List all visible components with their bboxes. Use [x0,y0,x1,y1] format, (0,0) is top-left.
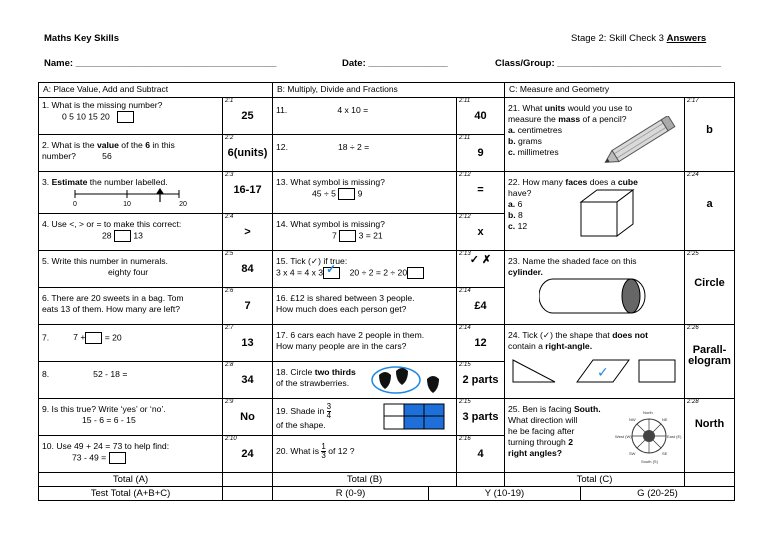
question-a5 [39,251,223,288]
skill-ref: 2:15 [459,362,471,368]
answer-value: 24 [241,448,254,460]
answer-value: 13 [241,337,254,349]
question-c22 [505,172,685,251]
answer-c23 [685,251,735,325]
answer-value: 12 [474,337,487,349]
number-line [42,188,212,208]
skill-ref: 2:28 [687,399,699,405]
question-text: measure the [508,114,559,124]
question-text: 52 - 18 = [93,369,128,379]
question-text: How many people are in the cars? [276,341,407,351]
answer-value: 6(units) [227,147,268,159]
denominator: 4 [326,411,332,420]
option-letter: c. [508,147,516,157]
stage-label [571,33,706,44]
fraction [327,403,331,420]
emphasis-text: value [96,140,119,150]
option-text: millimetres [515,147,559,157]
question-text: 18. Circle [276,367,315,377]
triangle-shape [513,360,555,382]
answer-value: 84 [241,263,254,275]
question-text: 22. How many [508,177,566,187]
answer-value: £4 [474,300,487,312]
answer-box[interactable] [114,230,131,242]
skill-ref: 2:12 [459,214,471,220]
tick-box-false[interactable] [407,267,424,279]
answer-value-line2: elogram [688,355,731,367]
skill-ref: 2:26 [687,325,699,331]
question-c21 [505,98,685,172]
strawberry-icon [396,368,408,385]
answer-value: b [706,124,713,136]
question-text: 10. Use 49 + 24 = 73 to help find: [42,441,170,451]
answer-value: a [706,198,713,210]
answer-box[interactable] [338,188,355,200]
answer-value: 4 [477,448,484,460]
answer-box[interactable] [117,111,134,123]
question-text: of the shape. [276,420,326,430]
shape-grid [383,403,445,431]
question-text: 16. £12 is shared between 3 people. [276,293,415,303]
question-text: in this [149,140,175,150]
answer-a6 [223,288,273,325]
question-text: 45 ÷ 5 [312,188,336,199]
question-text: 15 - 6 = 6 - 15 [82,415,136,425]
numerator: 1 [321,442,326,451]
compass-sw: SW [629,451,636,456]
total-a-value[interactable] [223,473,273,487]
compass-icon [615,403,685,469]
question-text: 19. Shade in [276,405,325,416]
skill-ref: 2:7 [225,325,234,331]
answer-a2 [223,135,273,172]
answer-value: ✓ ✗ [469,254,492,266]
section-a-heading: A: Place Value, Add and Subtract [39,83,273,98]
emphasis-text: two thirds [314,367,356,377]
question-text: of 12 ? [328,445,355,456]
circle-mark [372,367,420,393]
strawberries-image [371,365,451,397]
option-letter: b. [508,136,516,146]
question-text: 73 - 49 = [72,452,107,463]
question-text: = 20 [104,332,122,343]
answer-value: 2 parts [462,374,499,386]
compass-east: East (E) [667,434,682,439]
emphasis-text: units [544,103,566,113]
compass-ne: NE [662,417,668,422]
answer-value: > [244,226,251,238]
skill-ref: 2:2 [225,135,234,141]
skill-ref: 2:15 [459,399,471,405]
option-text: grams [515,136,542,146]
emphasis-text: faces [565,177,588,187]
option-text: 8 [515,210,523,220]
question-text: of a pencil? [580,114,627,124]
answer-c22 [685,172,735,251]
compass-north: North [643,410,653,415]
band-red: R (0-9) [273,487,429,501]
pencil-icon [601,116,683,164]
total-c-label: Total (C) [505,473,685,487]
question-text: 1. What is the missing number? [42,100,163,110]
question-c24 [505,325,685,399]
numerator: 3 [326,402,332,411]
question-text: right angles? [508,448,562,458]
answer-a10 [223,436,273,473]
answer-value: 3 parts [462,411,499,423]
emphasis-text: right-angle. [545,341,593,351]
compass-west: West (W) [615,434,632,439]
question-text: 4. Use <, > or = to make this correct: [42,219,182,229]
skill-ref: 2:4 [225,214,234,220]
class-field[interactable]: Class/Group: _______________________________ [495,58,722,69]
option-letter: b. [508,210,516,220]
question-b12 [273,135,457,172]
question-text: 4 x 10 = [337,105,369,115]
strawberry-icon [379,372,391,389]
section-b-heading: B: Multiply, Divide and Fractions [273,83,505,98]
total-c-value[interactable] [685,473,735,487]
question-text: 2. What is the [42,140,97,150]
answer-value: 9 [477,147,484,159]
emphasis-text: 6 [145,140,150,150]
total-a-label: Total (A) [39,473,223,487]
shapes-options [511,357,681,385]
name-field[interactable]: Name: ______________________________________ [44,58,277,69]
question-a9 [39,399,223,436]
question-text: 20. What is [276,445,320,456]
denominator: 3 [321,451,326,460]
skill-ref: 2:8 [225,362,234,368]
skill-ref: 2:14 [459,288,471,294]
question-text: number? 56 [42,151,112,161]
question-a4 [39,214,223,251]
question-a8 [39,362,223,399]
emphasis-text: South. [573,404,601,414]
band-green: G (20-25) [581,487,735,501]
question-text: 24. Tick (✓) the shape that [508,330,613,340]
compass-south: South (S) [641,459,658,464]
answer-box[interactable] [109,452,126,464]
answer-b15 [457,251,505,288]
tick-label-0: 0 [73,201,77,208]
question-text: 21. What [508,103,545,113]
question-text: 18 ÷ 2 = [337,142,370,152]
answer-value: 34 [241,374,254,386]
question-text: 3 = 21 [358,230,383,241]
question-text: 13. What symbol is missing? [276,177,385,187]
test-total-label: Test Total (A+B+C) [39,487,223,501]
question-text: 3. [42,177,52,187]
answer-c21 [685,98,735,172]
answer-value: 16-17 [233,184,262,196]
question-text: cylinder. [508,267,543,277]
question-text: What direction will [508,415,578,425]
question-text: eighty four [108,267,149,277]
section-c-heading: C: Measure and Geometry [505,83,735,98]
question-text: 3 x 4 = 4 x 3 [276,267,324,278]
answer-b12 [457,135,505,172]
question-text: turning through [508,437,569,447]
skill-ref: 2:14 [459,325,471,331]
skill-ref: 2:13 [459,251,471,257]
tick-box-true[interactable] [323,262,340,279]
emphasis-text: cube [617,177,638,187]
question-text: 5. Write this number in numerals. [42,256,168,266]
answer-b11 [457,98,505,135]
fraction [321,443,325,460]
question-a2 [39,135,223,172]
skill-ref: 2:11 [459,135,471,141]
answer-a4 [223,214,273,251]
skill-ref: 2:6 [225,288,234,294]
question-text: does a [587,177,618,187]
skill-ref: 2:9 [225,399,234,405]
answer-b19 [457,399,505,436]
question-text: 25. Ben is facing [508,404,574,414]
answer-b13 [457,172,505,214]
answer-value: Circle [694,277,725,289]
answer-b16 [457,288,505,325]
answer-value: North [694,418,725,430]
question-b16 [273,288,457,325]
emphasis-text: 2 [568,437,573,447]
question-number: 8. [42,369,50,379]
worksheet-title: Maths Key Skills [44,33,119,44]
answer-b18 [457,362,505,399]
question-text: 7 [332,230,337,241]
question-text: 28 [102,230,112,241]
emphasis-text: mass [558,114,581,124]
answer-value: = [477,184,484,196]
emphasis-text: does not [612,330,648,340]
question-text: he be facing after [508,426,575,436]
question-a6 [39,288,223,325]
total-b-label: Total (B) [273,473,457,487]
answer-b14 [457,214,505,251]
option-text: 12 [515,221,528,231]
question-a7 [39,325,223,362]
date-field[interactable]: Date: _______________ [342,58,448,69]
skill-ref: 2:5 [225,251,234,257]
answer-c25 [685,399,735,473]
answer-value-line1: Parall- [692,344,727,356]
question-c23 [505,251,685,325]
question-text: the number labelled. [87,177,168,187]
answer-a9 [223,399,273,436]
skill-ref: 2:10 [225,436,237,442]
answer-box[interactable] [85,332,102,344]
answer-b20 [457,436,505,473]
skill-ref: 2:12 [459,172,471,178]
question-a1 [39,98,223,135]
tick-icon: ✓ [326,262,337,276]
skill-ref: 2:24 [687,172,699,178]
question-text: How much does each person get? [276,304,407,314]
answer-value: No [240,411,255,423]
stage-text: Stage 2: Skill Check 3 [571,33,664,44]
answer-value: x [477,226,484,238]
question-a10 [39,436,223,473]
answers-label: Answers [666,33,707,44]
question-a3 [39,172,223,214]
question-text: 9. Is this true? Write ‘yes’ or ‘no’. [42,404,166,414]
answer-box[interactable] [339,230,356,242]
tick-label-20: 20 [179,201,187,208]
question-text: 13 [133,230,143,241]
question-b15 [273,251,457,288]
answer-b17 [457,325,505,362]
option-letter: a. [508,199,516,209]
question-text: 7 + [73,332,86,343]
question-text: 14. What symbol is missing? [276,219,385,229]
question-b11 [273,98,457,135]
compass-nw: NW [629,417,636,422]
question-text: contain a [508,341,546,351]
question-text: of the [118,140,146,150]
band-yellow: Y (10-19) [429,487,581,501]
option-letter: a. [508,125,516,135]
question-number: 11. [276,105,288,115]
skill-ref: 2:25 [687,251,699,257]
answer-value: 25 [241,110,254,122]
answer-a7 [223,325,273,362]
cylinder-icon [539,277,649,315]
skill-ref: 2:16 [459,436,471,442]
answer-a8 [223,362,273,399]
emphasis-text: Estimate [51,177,88,187]
question-b20 [273,436,457,473]
tick-label-10: 10 [123,201,131,208]
question-text: would you use to [565,103,633,113]
cube-icon [579,188,641,238]
skill-ref: 2:3 [225,172,234,178]
question-b17 [273,325,457,362]
question-text: 9 [357,188,363,199]
test-total-value[interactable] [223,487,273,501]
question-text: 20 ÷ 2 = 2 ÷ 20 [349,267,408,278]
question-text: 6. There are 20 sweets in a bag. Tom [42,293,184,303]
answer-value: 7 [244,300,251,312]
question-b19 [273,399,457,436]
skill-check-grid [38,82,734,501]
question-c25 [505,399,685,473]
tick-icon: ✓ [597,365,609,381]
option-letter: c. [508,221,516,231]
answer-a5 [223,251,273,288]
question-b18 [273,362,457,399]
answer-a1 [223,98,273,135]
rectangle-shape [639,360,675,382]
question-number: 7. [42,332,50,343]
question-text: 23. Name the shaded face on this [508,256,637,266]
question-text: eats 13 of them. How many are left? [42,304,181,314]
question-number: 12. [276,142,288,152]
answer-a3 [223,172,273,214]
question-b13 [273,172,457,214]
question-text: of the strawberries. [276,378,350,388]
question-text: 17. 6 cars each have 2 people in them. [276,330,425,340]
skill-ref: 2:17 [687,98,699,104]
strawberry-icon [427,376,439,393]
option-text: 6 [515,199,523,209]
compass-se: SE [662,451,668,456]
question-text: 15. Tick (✓) if true: [276,256,348,266]
number-sequence: 0 5 10 15 20 [62,111,110,122]
question-b14 [273,214,457,251]
answer-c24 [685,325,735,399]
answer-value: 40 [474,110,487,122]
option-text: centimetres [515,125,562,135]
question-text: have? [508,188,532,198]
skill-ref: 2:1 [225,98,234,104]
total-b-value[interactable] [457,473,505,487]
skill-ref: 2:11 [459,98,471,104]
